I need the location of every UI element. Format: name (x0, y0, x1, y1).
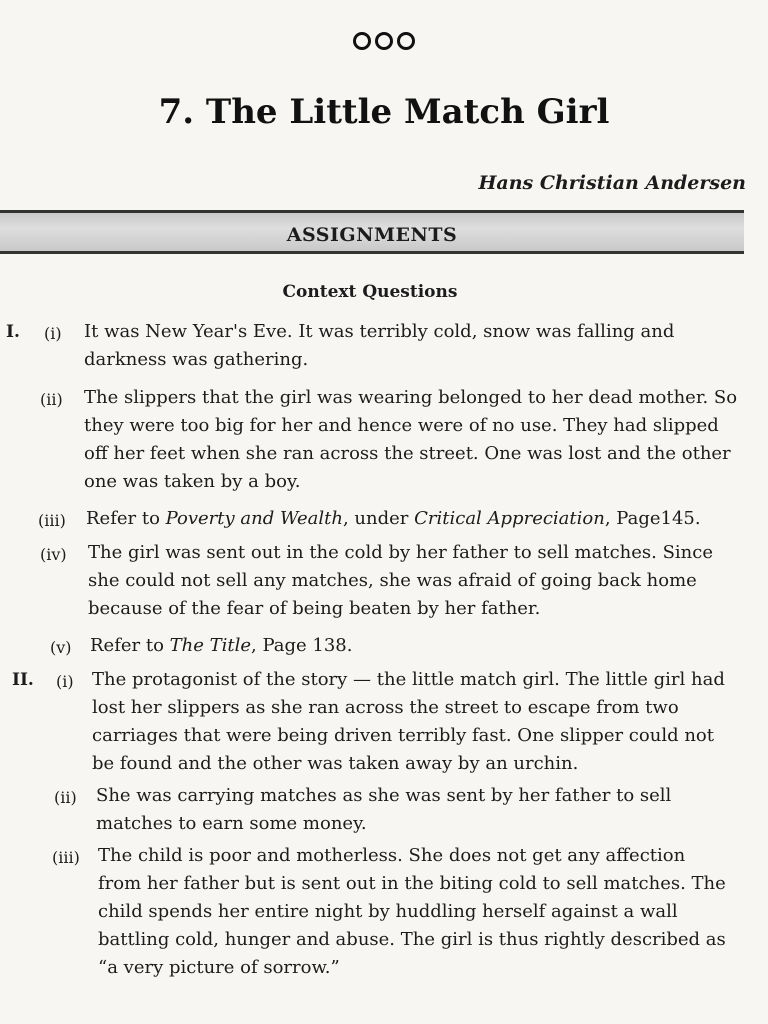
chapter-title: 7. The Little Match Girl (158, 92, 610, 132)
item-number: (ii) (54, 788, 77, 807)
answer-text: The slippers that the girl was wearing belonged to her dead mother. So they were too big for her and hence were of no use. They had slipped off her feet when she ran across the street. One was lost and the other one was taken by a boy. (84, 387, 738, 492)
item-number: (i) (44, 324, 62, 343)
item-number: (ii) (40, 390, 63, 409)
roman-numeral-2: II. (12, 670, 34, 690)
answer-text: Refer to Poverty and Wealth, under Critical Appreciation, Page145. (86, 508, 701, 529)
answer-text: Refer to The Title, Page 138. (90, 635, 353, 656)
answer-text: It was New Year's Eve. It was terribly cold, snow was falling and darkness was gathering. (84, 321, 675, 370)
answer-text: The protagonist of the story — the little match girl. The little girl had lost her slippers as she ran across the street to escape from two carriages that were being driven terribly fast. One slipper could not be found and the other was taken away by an urchin. (92, 669, 725, 774)
roman-numeral-1: I. (6, 322, 20, 342)
author-name: Hans Christian Andersen (478, 172, 746, 194)
item-number: (iv) (40, 545, 67, 564)
circle-icon (353, 32, 371, 50)
answer-text: The girl was sent out in the cold by her father to sell matches. Since she could not sell any matches, she was afraid of going back home because of the fear of being beaten by her father. (88, 542, 713, 619)
item-number: (iii) (38, 511, 66, 530)
circle-icon (397, 32, 415, 50)
assignments-label: ASSIGNMENTS (286, 224, 458, 246)
item-number: (iii) (52, 848, 80, 867)
ornament-circles (0, 32, 768, 54)
section-heading: Context Questions (282, 282, 458, 302)
item-number: (v) (50, 638, 72, 657)
answer-text: The child is poor and motherless. She does not get any affection from her father but is sent out in the biting cold to sell matches. The child spends her entire night by huddling herself against a wall battling cold, hunger and abuse. The girl is thus rightly described as “a very picture of sorrow.” (98, 845, 726, 978)
item-number: (i) (56, 672, 74, 691)
answer-text: She was carrying matches as she was sent by her father to sell matches to earn some money. (96, 785, 672, 834)
circle-icon (375, 32, 393, 50)
